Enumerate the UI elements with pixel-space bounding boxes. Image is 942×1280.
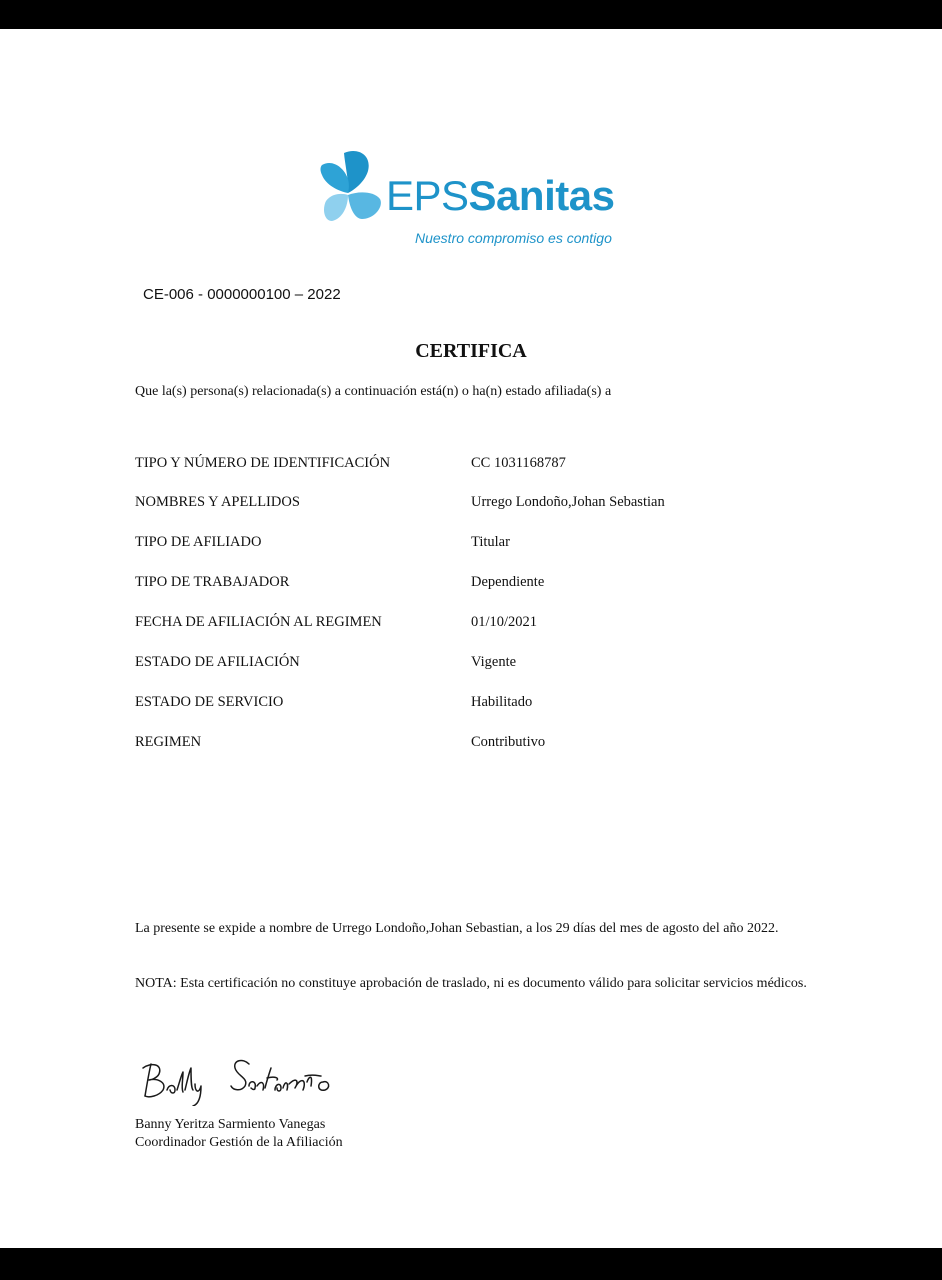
certificate-page — [0, 29, 942, 1248]
certificate-title: CERTIFICA — [415, 340, 527, 362]
field-value: Contributivo — [471, 734, 546, 750]
field-row-regime — [135, 732, 835, 752]
field-row-affiliation-date — [135, 612, 835, 632]
field-row-names — [135, 492, 835, 512]
field-label: ESTADO DE SERVICIO — [135, 694, 284, 710]
field-label: ESTADO DE AFILIACIÓN — [135, 654, 300, 670]
eps-sanitas-logo — [318, 149, 628, 249]
signer-name: Banny Yeritza Sarmiento Vanegas — [135, 1117, 326, 1132]
signer-block — [135, 1116, 343, 1152]
intro-text: Que la(s) persona(s) relacionada(s) a continuación está(n) o ha(n) estado afiliada(s) a — [135, 384, 612, 399]
field-label: NOMBRES Y APELLIDOS — [135, 494, 300, 510]
field-label: TIPO DE TRABAJADOR — [135, 574, 290, 590]
note-paragraph: NOTA: Esta certificación no constituye aprobación de traslado, ni es documento válido para solicitar servicios médicos. — [135, 976, 807, 991]
signer-position: Coordinador Gestión de la Afiliación — [135, 1135, 343, 1150]
field-value: Dependiente — [471, 574, 545, 590]
field-row-identification — [135, 453, 835, 473]
field-value: Urrego Londoño,Johan Sebastian — [471, 494, 665, 510]
field-row-affiliation-status — [135, 652, 835, 672]
top-black-bar — [0, 0, 942, 29]
field-value: CC 1031168787 — [471, 455, 566, 471]
brand-prefix: EPS — [386, 172, 469, 219]
document-number: CE-006 - 0000000100 – 2022 — [143, 286, 341, 303]
brand-slogan: Nuestro compromiso es contigo — [415, 230, 612, 246]
handwritten-signature — [137, 1046, 357, 1106]
field-value: Titular — [471, 534, 510, 550]
brand-name — [386, 172, 615, 219]
field-label: FECHA DE AFILIACIÓN AL REGIMEN — [135, 614, 382, 630]
field-value: Vigente — [471, 654, 517, 670]
field-label: REGIMEN — [135, 734, 202, 750]
bottom-black-bar — [0, 1248, 942, 1280]
butterfly-logo-icon — [318, 149, 388, 224]
field-row-affiliate-type — [135, 532, 835, 552]
field-value: 01/10/2021 — [471, 614, 538, 630]
field-row-service-status — [135, 692, 835, 712]
brand-main: Sanitas — [468, 172, 615, 219]
field-value: Habilitado — [471, 694, 533, 710]
issuance-paragraph: La presente se expide a nombre de Urrego Londoño,Johan Sebastian, a los 29 días del mes de agosto del año 2022. — [135, 921, 779, 936]
field-row-worker-type — [135, 572, 835, 592]
field-label: TIPO DE AFILIADO — [135, 534, 262, 550]
field-label: TIPO Y NÚMERO DE IDENTIFICACIÓN — [135, 455, 391, 471]
